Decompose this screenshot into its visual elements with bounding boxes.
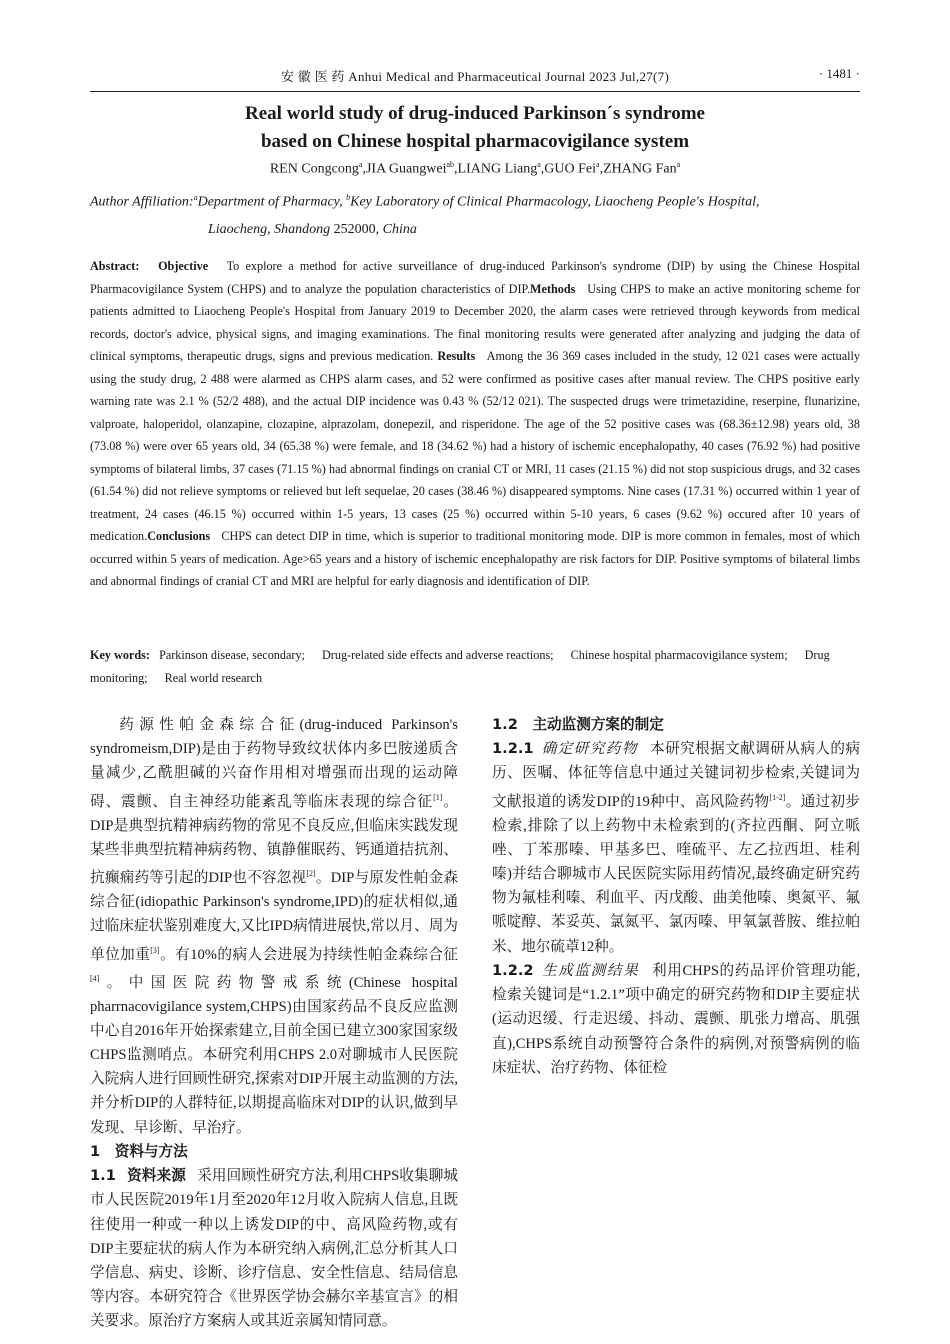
intro-text-e: 。中国医院药物警戒系统(Chinese hospital pharrnacovigilance system,CHPS)由国家药品不良反应监测中心自2016年开始探索建立,目前全国已建立300家国家级CHPS监测哨点。本研究利用CHPS 2.0对聊城市人民医院入院病人进行回顾性研究,探索对DIP开展主动监测的方法,并分析DIP的人群特征,以期提高临床对DIP的认识,做到早发现、早诊断、早治疗。 xyxy=(90,974,458,1136)
section-heading-1: 1 资料与方法 xyxy=(90,1142,188,1160)
citation-1-2: [1-2] xyxy=(769,792,786,802)
author-name: REN Congcong xyxy=(269,161,359,177)
heading-1-2-1-title: 确定研究药物 xyxy=(541,741,638,758)
author-name: GUO Fei xyxy=(544,161,597,177)
author-affiliation xyxy=(90,184,860,243)
heading-1-2-2-number: 1.2.2 xyxy=(492,961,534,979)
citation-3: [3] xyxy=(150,945,160,955)
author-sup: a xyxy=(358,160,363,169)
journal-line: 安 徽 医 药 Anhui Medical and Pharmaceutical Journal 2023 Jul,27(7) xyxy=(280,69,670,84)
intro-text-b: 。DIP是典型抗精神病药物的常见不良反应,但临床实践发现某些非典型抗精神病药物、镇静催眠药、钙通道拮抗剂、抗癫痫药等引起的DIP也不容忽视 xyxy=(90,793,458,886)
affiliation-dept-b: Key Laboratory of Clinical Pharmacology, Liaocheng People's Hospital, xyxy=(350,194,760,210)
section-1-2-2-paragraph xyxy=(492,959,860,1080)
section-1-2-2-text: 利用CHPS的药品评价管理功能,检索关键词是“1.2.1”项中确定的研究药物和DIP主要症状(运动迟缓、行走迟缓、抖动、震颤、肌张力增高、肌强直),CHPS系统自动预警符合条件的病例,对预警病例的临床症状、治疗药物、体征检 xyxy=(492,962,860,1076)
affiliation-sup-a: a xyxy=(193,193,198,202)
keyword-item: Real world research xyxy=(164,670,263,685)
objective-text: To explore a method for active surveillance of drug-induced Parkinson's syndrome (DIP) by using the Chinese Hospital Pharmacovigilance System (CHPS) and to analyze the population characteristics of DIP. xyxy=(90,259,861,296)
body-column-left xyxy=(90,713,458,1334)
intro-text-c: 。DIP与原发性帕金森综合征(idiopathic Parkinson's syndrome,IPD)的症状相似,通过临床症状鉴别难度大,又比IPD病情进展快,常以月、周为单位加重 xyxy=(90,869,458,963)
author-sup: a xyxy=(596,160,600,169)
keywords xyxy=(90,644,860,689)
abstract xyxy=(90,255,860,593)
affiliation-dept-a: Department of Pharmacy, xyxy=(197,194,347,210)
affiliation-label: Author Affiliation: xyxy=(90,194,194,210)
author-sup: a xyxy=(676,160,681,169)
heading-1-1-number: 1.1 xyxy=(90,1167,116,1185)
affiliation-sup-b: b xyxy=(346,193,351,202)
page-number: · 1481 · xyxy=(818,66,860,81)
section-1-1-text: 采用回顾性研究方法,利用CHPS收集聊城市人民医院2019年1月至2020年12月收入院病人信息,且既往使用一种或一种以上诱发DIP的中、高风险药物,或有DIP主要症状的病人作为本研究纳入病例,汇总分析其人口学信息、病史、诊断、诊疗信息、安全性信息、结局信息等内容。本研究符合《世界医学协会赫尔辛基宣言》的相关要求。原治疗方案病人或其近亲属知情同意。 xyxy=(90,1168,459,1330)
intro-text-a: 药源性帕金森综合征(drug-induced Parkinson's syndromeism,DIP)是由于药物导致纹状体内多巴胺递质含量减少,乙酰胆碱的兴奋作用相对增强而出现的运动障碍、震颤、自主神经功能紊乱等临床表现的综合征 xyxy=(90,717,458,810)
section-1-2-1-text-a: 本研究根据文献调研从病人的病历、医嘱、体征等信息中通过关键词初步检索,关键词为文献报道的诱发DIP的19种中、高风险药物 xyxy=(492,741,860,810)
keyword-item: Drug monitoring; xyxy=(90,648,830,685)
keyword-item: Drug-related side effects and adverse reactions; xyxy=(322,648,554,662)
methods-text: Using CHPS to make an active monitoring scheme for patients admitted to Liaocheng People's Hospital from January 2019 to December 2020, the alarm cases were retrieved through keywords from medical records, doctor's advice, physical signs, and imaging examinations. The final monitoring results were generated after analyzing and judging the data of clinical symptoms, therapeutic drugs, signs and previous medication. xyxy=(90,281,861,363)
author-sup: ab xyxy=(446,160,455,169)
author-name: JIA Guangwei xyxy=(365,161,447,177)
author-name: LIANG Liang xyxy=(457,161,538,177)
heading-1-2-1-number: 1.2.1 xyxy=(492,740,534,758)
author-name: ZHANG Fan xyxy=(603,161,677,177)
section-1-2-1-paragraph xyxy=(492,737,860,959)
section-1-2-1-text-b: 。通过初步检索,排除了以上药物中未检索到的(齐拉西酮、阿立哌唑、丁苯那嗪、甲基多巴、喹硫平、左乙拉西坦、桂利嗪)并结合聊城市人民医院实际用药情况,最终确定研究药物为氟桂利嗪、利血平、丙戊酸、曲美他嗪、奥氮平、氟哌啶醇、苯妥英、氯氮平、氯丙嗪、甲氧氯普胺、维拉帕米、地尔硫䓬12种。 xyxy=(492,793,860,955)
header-rule xyxy=(90,91,860,92)
affiliation-country: China xyxy=(382,221,417,237)
section-heading-1-2: 1.2 主动监测方案的制定 xyxy=(492,716,664,733)
objective-label: Objective xyxy=(158,259,209,273)
conclusions-text: CHPS can detect DIP in time, which is superior to traditional monitoring mode. DIP is more common in females, most of which occurred within 5 years of medication. Age>65 years and a history of ischemic encephalopathy are risk factors for DIP. Positive symptoms of bilateral limbs and abnormal findings of cranial CT and MRI are helpful for early diagnosis and identification of DIP. xyxy=(90,529,860,588)
intro-paragraph xyxy=(90,713,458,1140)
section-1-1-paragraph xyxy=(90,1164,458,1333)
results-text: Among the 36 369 cases included in the study, 12 021 cases were actually using the study drug, 2 488 were alarmed as CHPS alarm cases, and 52 were confirmed as positive cases after manual review. The CHPS positive early warning rate was 2.1 % (52/2 488), and the actual DIP incidence was 0.43 % (52/12 021). The suspected drugs were trimetazidine, reserpine, flunarizine, valproate, haloperidol, olanzapine, clozapine, alprazolam, donepezil, and risperidone. The age of the 52 positive cases was (68.36±12.98) years old, 38 (73.08 %) were over 65 years old, 34 (65.38 %) were female, and 18 (34.62 %) had a history of ischemic encephalopathy, 40 cases (76.92 %) had positive symptoms of bilateral limbs, 37 cases (71.15 %) had abnormal findings on cranial CT or MRI, 11 cases (21.15 %) did not stop suspicious drugs, and 32 cases (61.54 %) did not relieve symptoms or relieved but left sequelae, 20 cases (38.46 %) disappeared symptoms. Nine cases (17.31 %) occurred within 1 year of treatment, 24 cases (46.15 %) occurred within 1-5 years, 13 cases (25 %) occurred within 5-10 years, 6 cases (9.62 %) occured after 10 years of medication. xyxy=(90,349,861,543)
article-title xyxy=(90,100,860,156)
methods-label: Methods xyxy=(530,281,576,296)
running-header xyxy=(90,66,860,88)
results-label: Results xyxy=(437,349,476,363)
heading-1-2-2-title: 生成监测结果 xyxy=(542,962,640,979)
conclusions-label: Conclusions xyxy=(147,529,211,543)
affiliation-postcode: 252000, xyxy=(330,221,383,237)
intro-text-d: 。有10%的病人会进展为持续性帕金森综合征 xyxy=(159,946,458,963)
keywords-label: Key words: xyxy=(90,648,150,662)
citation-2: [2] xyxy=(306,869,316,879)
title-line-2: based on Chinese hospital pharmacovigilance system xyxy=(260,131,690,152)
affiliation-city: Liaocheng, Shandong xyxy=(208,221,331,237)
keyword-item: Parkinson disease, secondary; xyxy=(159,648,305,662)
citation-4: [4] xyxy=(90,973,100,983)
citation-1: [1] xyxy=(433,792,443,802)
body-column-right xyxy=(492,713,860,1080)
author-sup: a xyxy=(537,160,541,169)
abstract-label: Abstract: xyxy=(90,259,140,273)
heading-1-1-title: 资料来源 xyxy=(127,1167,186,1185)
title-line-1: Real world study of drug-induced Parkinson´s syndrome xyxy=(245,103,705,124)
author-list: REN Congcong$^a$,JIA Guangwei$^{ab}$,LIANG Liang$^a$,GUO Fei$^a$,ZHANG Fan$^a$ xyxy=(269,160,681,177)
keyword-item: Chinese hospital pharmacovigilance system; xyxy=(570,648,788,662)
